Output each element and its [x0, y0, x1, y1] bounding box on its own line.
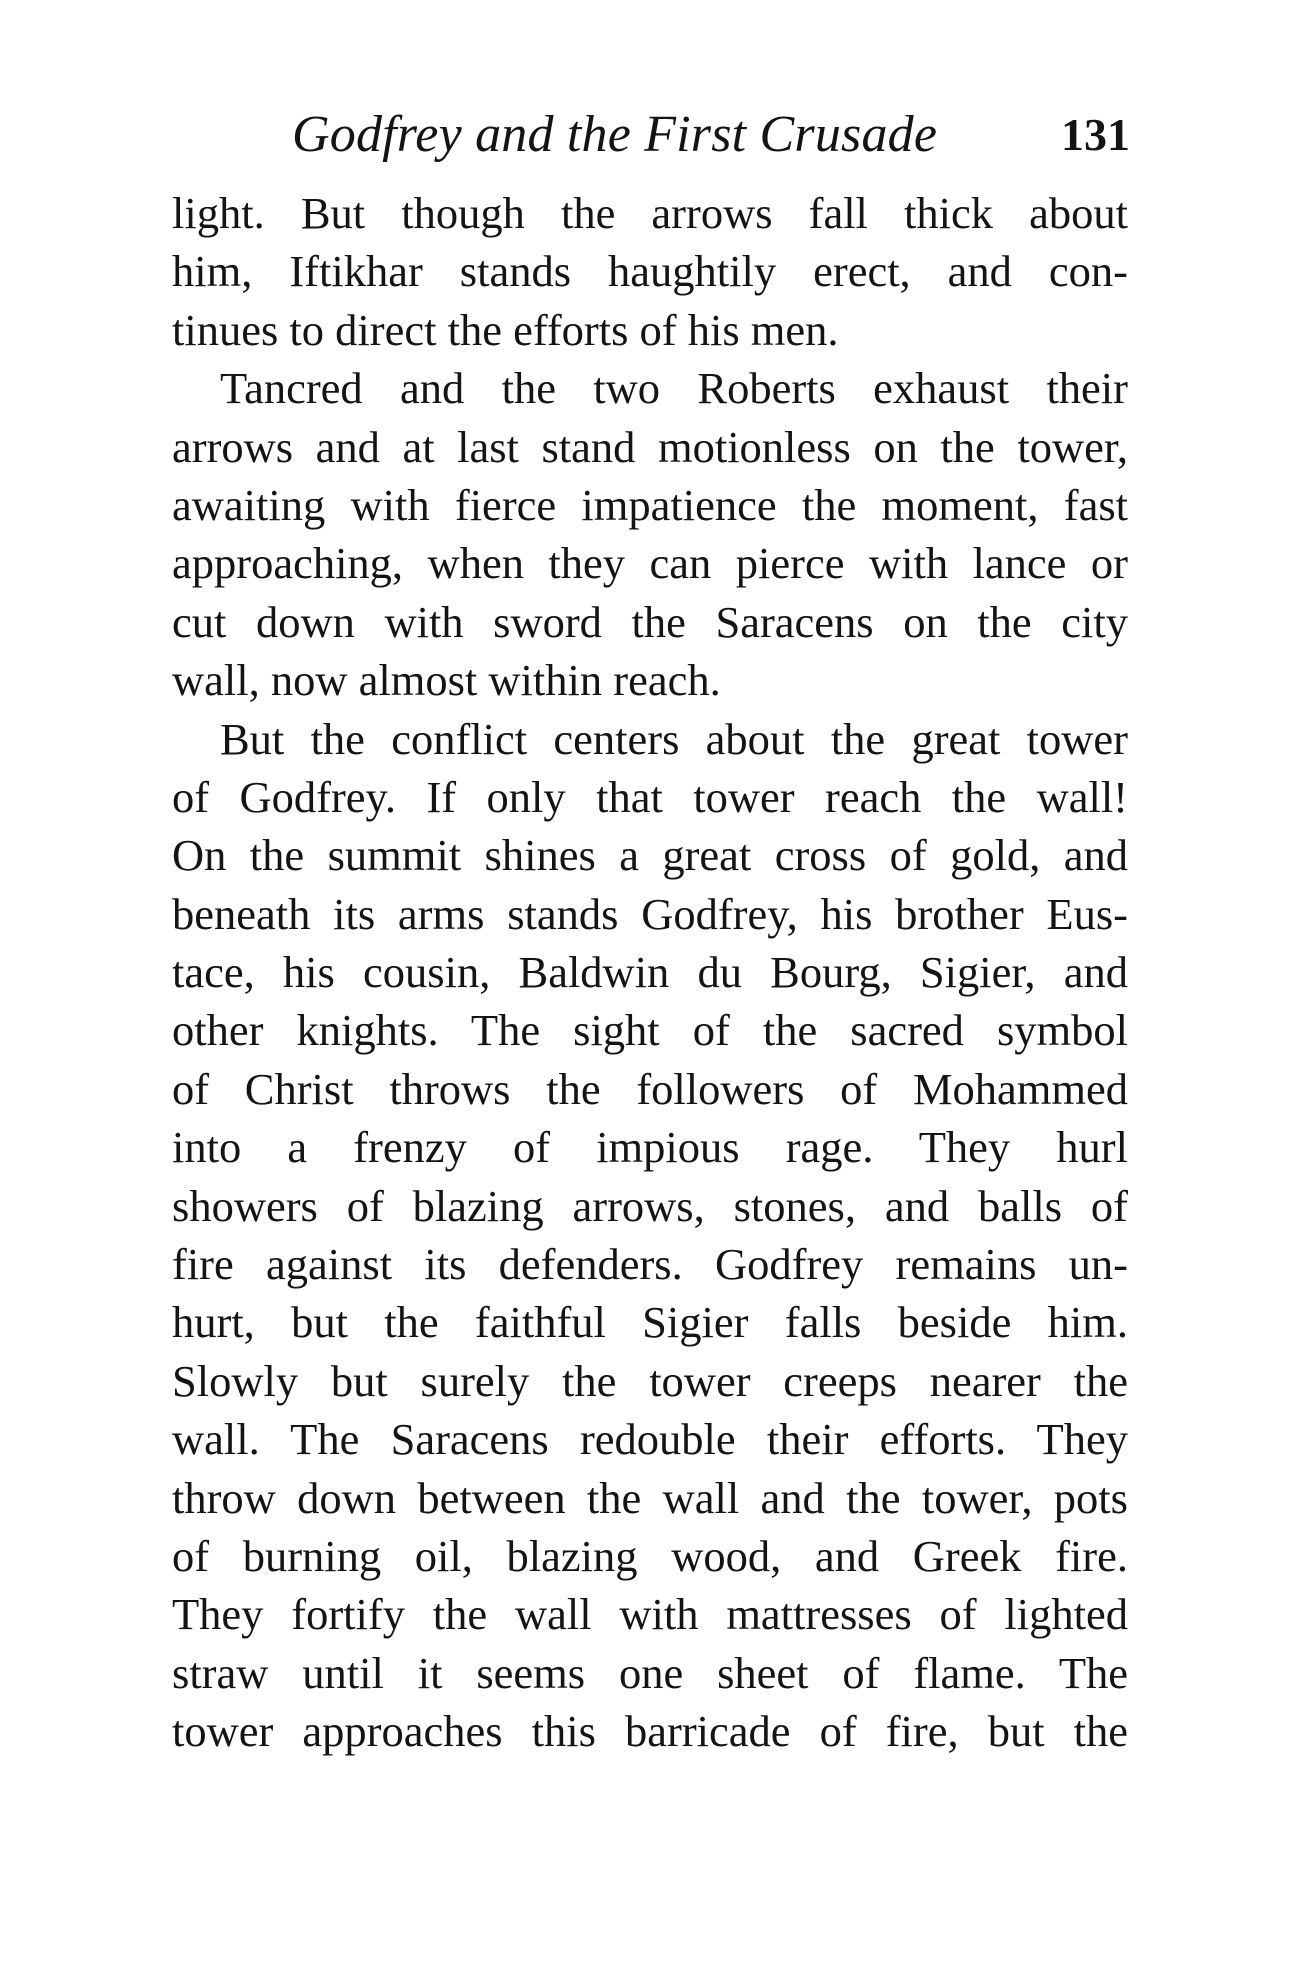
text-line: him, Iftikhar stands haughtily erect, and con-: [172, 246, 1128, 297]
text-line: On the summit shines a great cross of gold, and: [172, 830, 1128, 881]
page-number: 131: [1061, 109, 1130, 160]
text-line: tower approaches this barricade of fire, but the: [172, 1706, 1128, 1757]
text-line: fire against its defenders. Godfrey remains un-: [172, 1239, 1128, 1290]
text-line: arrows and at last stand motionless on the tower,: [172, 421, 1128, 472]
text-line: throw down between the wall and the tower, pots: [172, 1472, 1128, 1523]
text-line: into a frenzy of impious rage. They hurl: [172, 1122, 1128, 1173]
text-line: They fortify the wall with mattresses of lighted: [172, 1589, 1128, 1640]
text-line: tace, his cousin, Baldwin du Bourg, Sigier, and: [172, 947, 1128, 998]
running-title: Godfrey and the First Crusade: [292, 106, 938, 163]
text-line: tinues to direct the efforts of his men.: [172, 304, 839, 355]
running-head: [172, 100, 1130, 170]
text-line: light. But though the arrows fall thick about: [172, 188, 1128, 238]
text-line: Slowly but surely the tower creeps nearer the: [172, 1355, 1128, 1406]
paragraph-3: [172, 710, 1128, 1761]
paragraph-1: [172, 184, 1128, 359]
text-line: wall, now almost within reach.: [172, 655, 721, 706]
text-line: of Godfrey. If only that tower reach the wall!: [172, 771, 1128, 822]
text-line: Tancred and the two Roberts exhaust their: [220, 363, 1128, 414]
text-line: awaiting with fierce impatience the moment, fast: [172, 479, 1128, 530]
text-line: cut down with sword the Saracens on the city: [172, 596, 1128, 647]
paragraph-2: [172, 359, 1128, 709]
text-line: other knights. The sight of the sacred symbol: [172, 1005, 1128, 1056]
text-line: showers of blazing arrows, stones, and balls of: [172, 1180, 1128, 1231]
text-line: But the conflict centers about the great tower: [220, 713, 1128, 764]
text-line: of Christ throws the followers of Mohammed: [172, 1063, 1128, 1114]
text-line: approaching, when they can pierce with lance or: [172, 538, 1128, 589]
text-line: beneath its arms stands Godfrey, his brother Eus-: [172, 888, 1128, 939]
text-line: straw until it seems one sheet of flame. The: [172, 1647, 1128, 1698]
body-text: [172, 184, 1128, 1761]
text-line: hurt, but the faithful Sigier falls beside him.: [172, 1297, 1128, 1348]
text-line: of burning oil, blazing wood, and Greek fire.: [172, 1530, 1128, 1581]
text-line: wall. The Saracens redouble their efforts. They: [172, 1414, 1128, 1465]
